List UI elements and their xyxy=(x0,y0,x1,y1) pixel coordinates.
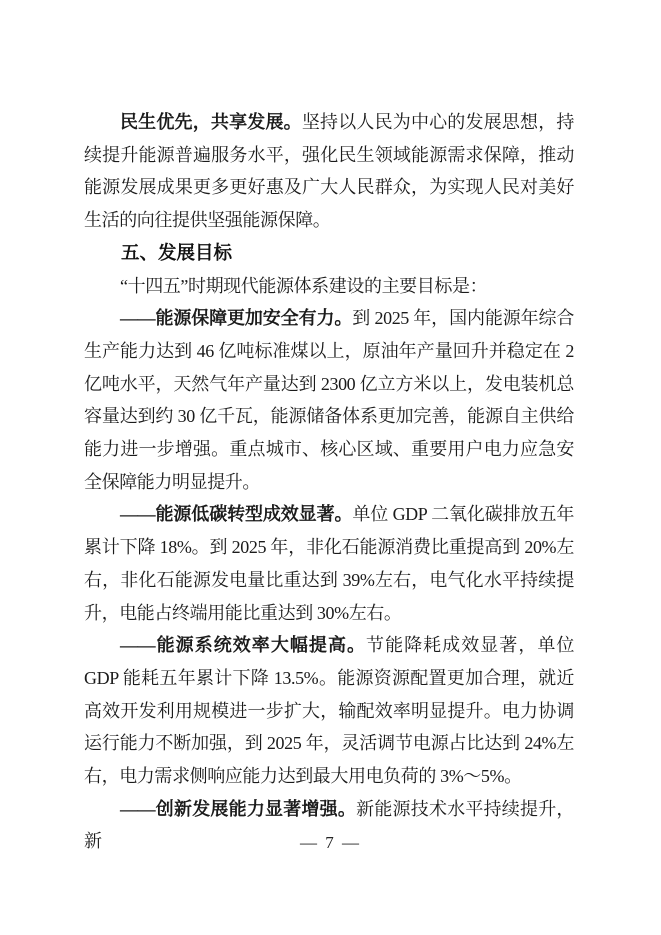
body-paragraph: ——能源保障更加安全有力。到 2025 年，国内能源年综合生产能力达到 46 亿吨标准煤以上，原油年产量回升并稳定在 2 亿吨水平，天然气年产量达到 2300 亿立方米以上，发电装机总容量达到约 30 亿千瓦，能源储备体系更加完善，能源自主供给能力进一步增强。重点城市、核心区域、重要用户电力应急安全保障能力明显提升。 xyxy=(84,308,574,492)
body-paragraph: 民生优先，共享发展。坚持以人民为中心的发展思想，持续提升能源普遍服务水平，强化民生领域能源需求保障，推动能源发展成果更多更好惠及广大人民群众，为实现人民对美好生活的向往提供坚强能源保障。 xyxy=(84,112,575,231)
paragraph-lead: ——能源系统效率大幅提高。 xyxy=(120,635,367,656)
body-paragraph: ——创新发展能力显著增强。新能源技术水平持续提升，新 xyxy=(84,798,574,852)
document-content xyxy=(84,106,574,858)
body-paragraph: ——能源低碳转型成效显著。单位 GDP 二氧化碳排放五年累计下降 18%。到 2025 年，非化石能源消费比重提高到 20%左右，非化石能源发电量比重达到 39%左右，电气化水平持续提升，电能占终端用能比重达到 30%左右。 xyxy=(84,504,574,623)
body-paragraph: “十四五”时期现代能源体系建设的主要目标是： xyxy=(120,275,488,296)
paragraph-lead: ——创新发展能力显著增强。 xyxy=(120,798,357,819)
paragraph-lead: 民生优先，共享发展。 xyxy=(120,112,302,132)
page-number: — 7 — xyxy=(300,833,361,852)
section-heading: 五、发展目标 xyxy=(121,241,233,263)
paragraph-lead: ——能源低碳转型成效显著。 xyxy=(120,504,353,525)
body-paragraph: ——能源系统效率大幅提高。节能降耗成效显著，单位 GDP 能耗五年累计下降 13.5%。能源资源配置更加合理，就近高效开发利用规模进一步扩大，输配效率明显提升。电力协调运行能力不断加强，到 2025 年，灵活调节电源占比达到 24%左右，电力需求侧响应能力达到最大用电负荷的 3%～5%。 xyxy=(84,635,574,787)
paragraph-lead: ——能源保障更加安全有力。 xyxy=(120,308,353,329)
